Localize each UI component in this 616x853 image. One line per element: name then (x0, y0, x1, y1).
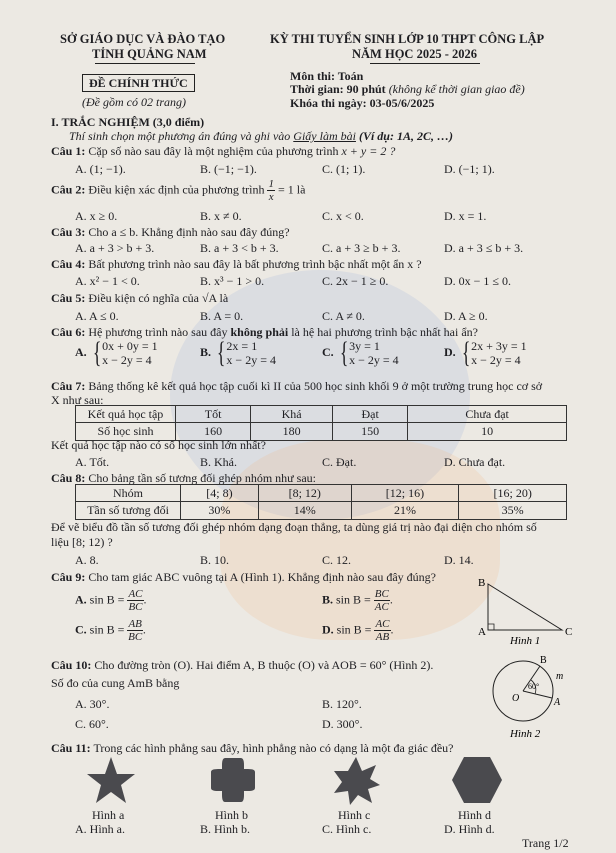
q11-option-c: C. Hình c. (322, 822, 372, 836)
q7-text-line2: X như sau: (51, 393, 104, 407)
table-cell: 21% (351, 502, 459, 519)
q5-text: Câu 5: Điều kiện có nghĩa của √A là (51, 291, 229, 305)
q5-option-b: B. A = 0. (200, 309, 244, 323)
triangle-label-a: A (478, 626, 486, 638)
q1-option-a: A. (1; −1). (75, 162, 126, 176)
q7-option-b: B. Khá. (200, 455, 237, 469)
q7-option-d: D. Chưa đạt. (444, 455, 506, 469)
table-cell: 35% (459, 502, 567, 519)
province-name: TỈNH QUẢNG NAM (92, 47, 207, 61)
q2-text: Câu 2: Điều kiện xác định của phương trình $\frac{1}{x}$ = 1 là (51, 178, 306, 203)
q7-question: Kết quả học tập nào có số học sinh lớn nhất? (51, 438, 266, 452)
q6-option-c: C. { 3y = 1 x − 2y = 4 (322, 336, 399, 369)
time-label: Thời gian: 90 phút (290, 82, 386, 96)
table-header-cell: [8; 12) (258, 485, 351, 502)
table-cell: 160 (176, 423, 251, 440)
page-number: Trang 1/2 (522, 836, 569, 850)
angle-label: 60° (528, 682, 540, 691)
q3-option-a: A. a + 3 > b + 3. (75, 241, 155, 255)
table-cell: Tần số tương đối (76, 502, 181, 519)
triangle-label-c: C (565, 626, 573, 638)
circle-label-o: O (512, 693, 520, 704)
q2-option-b: B. x ≠ 0. (200, 209, 242, 223)
q3-option-b: B. a + 3 < b + 3. (200, 241, 279, 255)
q11-text: Câu 11: Trong các hình phẳng sau đây, hình phẳng nào có dạng là một đa giác đều? (51, 741, 454, 755)
q7-option-a: A. Tốt. (75, 455, 110, 469)
table-cell: 180 (251, 423, 333, 440)
section-instruction: Thí sinh chọn một phương án đúng và ghi vào Giấy làm bài (Ví dụ: 1A, 2C, …) (69, 129, 453, 143)
q1-option-d: D. (−1; 1). (444, 162, 495, 176)
q9-option-b: B. sin B = $\frac{BC}{AC}$ . (322, 588, 393, 613)
q11-option-b: B. Hình b. (200, 822, 251, 836)
pages-note: (Đề gồm có 02 trang) (82, 95, 186, 109)
cross-shape-icon (208, 755, 258, 805)
q1-option-c: C. (1; 1). (322, 162, 366, 176)
q10-option-a: A. 30°. (75, 697, 110, 711)
q9-option-c: C. sin B = $\frac{AB}{BC}$ . (75, 618, 146, 643)
q8-text-line3: liệu [8; 12) ? (51, 535, 113, 549)
table-row (76, 502, 567, 519)
q9-option-d: D. sin B = $\frac{AC}{AB}$ . (322, 618, 394, 643)
q3-text: Câu 3: Cho a ≤ b. Khẳng định nào sau đây đúng? (51, 225, 290, 239)
q10-text: Câu 10: Cho đường tròn (O). Hai điểm A, B thuộc (O) và AOB = 60° (Hình 2). (51, 658, 434, 672)
figure-caption: Hình 2 (510, 728, 541, 740)
table-row (76, 485, 567, 502)
exam-date: Khóa thi ngày: 03-05/6/2025 (290, 96, 435, 110)
q6-option-b: B. { 2x = 1 x − 2y = 4 (200, 336, 276, 369)
q10-option-d: D. 300°. (322, 717, 363, 731)
table-header-cell: Tốt (176, 406, 251, 423)
q4-option-c: C. 2x − 1 ≥ 0. (322, 274, 389, 288)
q3-option-d: D. a + 3 ≤ b + 3. (444, 241, 524, 255)
q4-option-b: B. x³ − 1 > 0. (200, 274, 265, 288)
q2-option-a: A. x ≥ 0. (75, 209, 118, 223)
q10-text-line2: Số đo của cung AmB bằng (51, 676, 180, 690)
q6-text: Câu 6: Hệ phương trình nào sau đây không phải là hệ hai phương trình bậc nhất hai ẩn? (51, 325, 478, 339)
table-cell: 150 (333, 423, 408, 440)
table-header-cell: [12; 16) (351, 485, 459, 502)
subject-label: Môn thi: Toán (290, 69, 364, 83)
circle-label-a: A (554, 697, 561, 708)
table-cell: 30% (181, 502, 259, 519)
q1-text: Câu 1: Cặp số nào sau đây là một nghiệm của phương trình x + y = 2 ? (51, 144, 396, 158)
table-header-cell: Chưa đạt (408, 406, 567, 423)
caption-a: Hình a (92, 808, 125, 822)
caption-b: Hình b (215, 808, 248, 822)
q4-text: Câu 4: Bất phương trình nào sau đây là bất phương trình bậc nhất một ẩn x ? (51, 257, 422, 271)
school-year: NĂM HỌC 2025 - 2026 (352, 47, 477, 61)
time-note: (không kể thời gian giao đề) (388, 82, 525, 96)
table-header-cell: Nhóm (76, 485, 181, 502)
q6-option-d: D. { 2x + 3y = 1 x − 2y = 4 (444, 336, 527, 369)
section-title: I. TRẮC NGHIỆM (3,0 điểm) (51, 115, 205, 129)
table-cell: 10 (408, 423, 567, 440)
q8-option-c: C. 12. (322, 553, 352, 567)
circle-label-m: m (556, 671, 564, 682)
table-header-cell: [16; 20) (459, 485, 567, 502)
q11-option-d: D. Hình d. (444, 822, 495, 836)
q8-option-a: A. 8. (75, 553, 99, 567)
table-header-cell: [4; 8) (181, 485, 259, 502)
q8-table (75, 484, 567, 520)
table-header-cell: Kết quả học tập (76, 406, 176, 423)
exam-title: KỲ THI TUYỂN SINH LỚP 10 THPT CÔNG LẬP (270, 32, 545, 46)
table-cell: 14% (258, 502, 351, 519)
q10-option-c: C. 60°. (75, 717, 109, 731)
caption-c: Hình c (338, 808, 371, 822)
q10-option-b: B. 120°. (322, 697, 362, 711)
q7-option-c: C. Đạt. (322, 455, 357, 469)
hexagon-icon (450, 754, 504, 806)
table-row (76, 406, 567, 423)
table-header-cell: Khá (251, 406, 333, 423)
eight-point-star-icon (330, 755, 382, 805)
q2-option-c: C. x < 0. (322, 209, 364, 223)
q1-option-b: B. (−1; −1). (200, 162, 257, 176)
q5-option-d: D. A ≥ 0. (444, 309, 488, 323)
q7-text: Câu 7: Bảng thống kê kết quả học tập cuối kì II của 500 học sinh khối 9 ở một trường trung học cơ sở (51, 379, 543, 393)
q2-option-d: D. x = 1. (444, 209, 487, 223)
table-cell: Số học sinh (76, 423, 176, 440)
q4-option-d: D. 0x − 1 ≤ 0. (444, 274, 512, 288)
caption-d: Hình d (458, 808, 491, 822)
figure-circle (478, 653, 570, 741)
q3-option-c: C. a + 3 ≥ b + 3. (322, 241, 401, 255)
q5-option-a: A. A ≤ 0. (75, 309, 119, 323)
q9-text: Câu 9: Cho tam giác ABC vuông tại A (Hình 1). Khẳng định nào sau đây đúng? (51, 570, 436, 584)
header-rule-right (370, 63, 480, 64)
q4-option-a: A. x² − 1 < 0. (75, 274, 140, 288)
q8-text: Câu 8: Cho bảng tần số tương đối ghép nhóm như sau: (51, 471, 317, 485)
header-rule-left (95, 63, 195, 64)
q6-option-a: A. { 0x + 0y = 1 x − 2y = 4 (75, 336, 158, 369)
triangle-label-b: B (478, 577, 486, 589)
q8-option-b: B. 10. (200, 553, 230, 567)
figure-caption: Hình 1 (510, 635, 541, 647)
q9-option-a: A. sin B = $\frac{AC}{BC}$ . (75, 588, 147, 613)
dept-name: SỞ GIÁO DỤC VÀ ĐÀO TẠO (60, 32, 226, 46)
star-icon (84, 755, 138, 805)
figure-triangle (470, 572, 580, 647)
q11-option-a: A. Hình a. (75, 822, 125, 836)
q7-table (75, 405, 567, 441)
q5-option-c: C. A ≠ 0. (322, 309, 365, 323)
q2-fraction: $\frac{1}{x}$ (268, 178, 274, 203)
circle-label-b: B (540, 655, 547, 666)
official-badge: ĐỀ CHÍNH THỨC (82, 74, 195, 92)
q8-option-d: D. 14. (444, 553, 474, 567)
table-header-cell: Đạt (333, 406, 408, 423)
q8-text-line2: Để vẽ biểu đồ tần số tương đối ghép nhóm dạng đoạn thẳng, ta dùng giá trị nào đại diện cho nhóm số (51, 520, 537, 534)
